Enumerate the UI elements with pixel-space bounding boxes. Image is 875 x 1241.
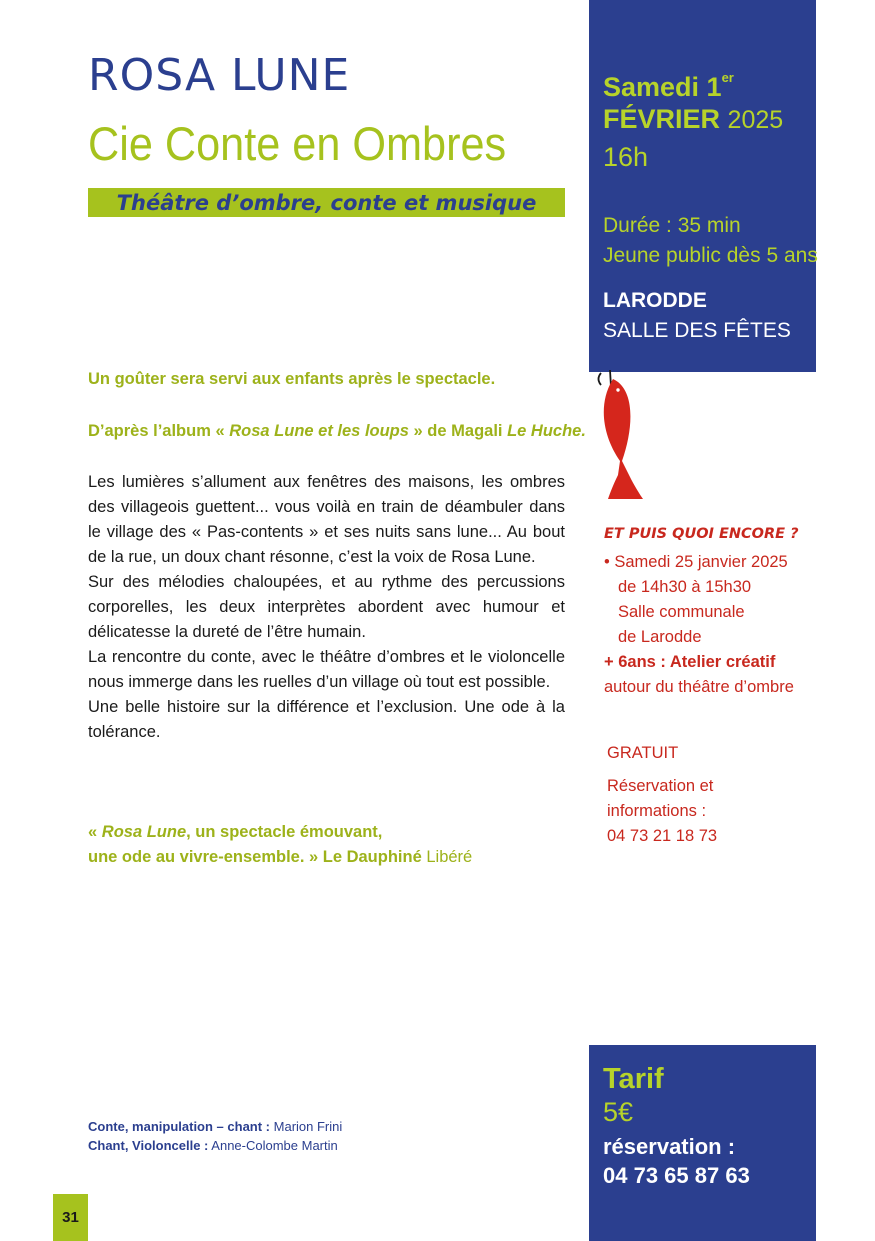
event-place <box>603 286 791 346</box>
event-city: LARODDE <box>603 289 707 312</box>
album-mid: » de Magali <box>413 422 503 440</box>
description-paragraph: Sur des mélodies chaloupées, et au rythme des percussions corporelles, les deux interprètes abordent avec humour et délicatesse la dureté de l’être humain. <box>88 573 565 641</box>
tarif-reservation <box>603 1132 750 1190</box>
credit-name: Marion Frini <box>273 1119 343 1134</box>
extra-reservation <box>607 774 717 849</box>
extra-title: ET PUIS QUOI ENCORE ? <box>604 526 799 542</box>
free-label: GRATUIT <box>607 744 679 762</box>
extra-resa-line1: Réservation et <box>607 777 714 795</box>
snack-note: Un goûter sera servi aux enfants après le spectacle. <box>88 370 496 388</box>
event-year: 2025 <box>727 106 784 134</box>
description-paragraph: Une belle histoire sur la différence et l’exclusion. Une ode à la tolérance. <box>88 698 565 741</box>
album-title: Rosa Lune et les loups <box>229 422 409 440</box>
extra-events <box>604 522 834 700</box>
tarif-box <box>589 1045 816 1241</box>
press-quote <box>88 820 472 870</box>
extra-resa-line2: informations : <box>607 802 707 820</box>
event-duration: Durée : 35 min <box>603 214 741 237</box>
description-paragraph: Les lumières s’allument aux fenêtres des maisons, les ombres des villageois guettent... vous voilà en train de déambuler dans le village des « Pas-contents » et ses nuits sans lune... Au bout de la rue, un doux chant résonne, c’est la voix de Rosa Lune. <box>88 473 565 566</box>
event-duration-block <box>603 211 818 271</box>
bullet-icon: • <box>604 553 610 571</box>
genre-text: Théâtre d’ombre, conte et musique <box>116 190 537 215</box>
company-name: Cie Conte en Ombres <box>88 117 507 170</box>
quote-line2: une ode au vivre-ensemble. » Le Dauphiné <box>88 848 422 866</box>
page-number: 31 <box>53 1194 88 1241</box>
credit-role: Chant, Violoncelle : <box>88 1138 209 1153</box>
extra-date-text: Samedi 25 janvier 2025 <box>614 553 788 571</box>
extra-workshop: + 6ans : Atelier créatif <box>604 653 776 671</box>
extra-venue-1: Salle communale <box>618 603 745 621</box>
album-prefix: D’après l’album « <box>88 422 225 440</box>
extra-hours: de 14h30 à 15h30 <box>618 578 752 596</box>
genre-banner <box>88 188 565 217</box>
quote-line1: , un spectacle émouvant, <box>186 823 383 841</box>
tarif-resa-label: réservation : <box>603 1134 736 1159</box>
extra-resa-phone: 04 73 21 18 73 <box>607 827 718 845</box>
event-venue: SALLE DES FÊTES <box>603 319 791 342</box>
event-month-year <box>603 104 783 135</box>
event-day <box>603 70 734 103</box>
credits <box>88 1117 342 1155</box>
credit-line <box>88 1136 342 1155</box>
description <box>88 470 565 745</box>
event-day-suffix: er <box>721 70 734 85</box>
description-paragraph: La rencontre du conte, avec le théâtre d’ombres et le violoncelle nous immerge dans les ruelles d’un village où tout est possible. <box>88 648 565 691</box>
event-info-box <box>589 0 816 372</box>
tarif-price: 5€ <box>603 1097 634 1127</box>
extra-workshop-desc: autour du théâtre d’ombre <box>604 678 794 696</box>
album-credit <box>88 422 586 441</box>
album-author: Le Huche. <box>507 422 586 440</box>
tarif-label: Tarif <box>603 1063 664 1095</box>
event-time: 16h <box>603 142 649 172</box>
extra-venue-2: de Larodde <box>618 628 702 646</box>
show-title: ROSA LUNE <box>88 50 351 101</box>
quote-source: Libéré <box>426 848 473 866</box>
event-month: FÉVRIER <box>603 104 721 134</box>
quote-title: Rosa Lune <box>101 823 187 841</box>
event-audience: Jeune public dès 5 ans <box>603 244 818 267</box>
credit-role: Conte, manipulation – chant : <box>88 1119 271 1134</box>
credit-name: Anne-Colombe Martin <box>211 1138 338 1153</box>
credit-line <box>88 1117 342 1136</box>
tarif-phone: 04 73 65 87 63 <box>603 1163 750 1188</box>
extra-date <box>604 550 834 575</box>
fish-icon <box>590 365 650 501</box>
quote-open: « <box>88 823 98 841</box>
event-day-text: Samedi 1 <box>603 72 722 102</box>
